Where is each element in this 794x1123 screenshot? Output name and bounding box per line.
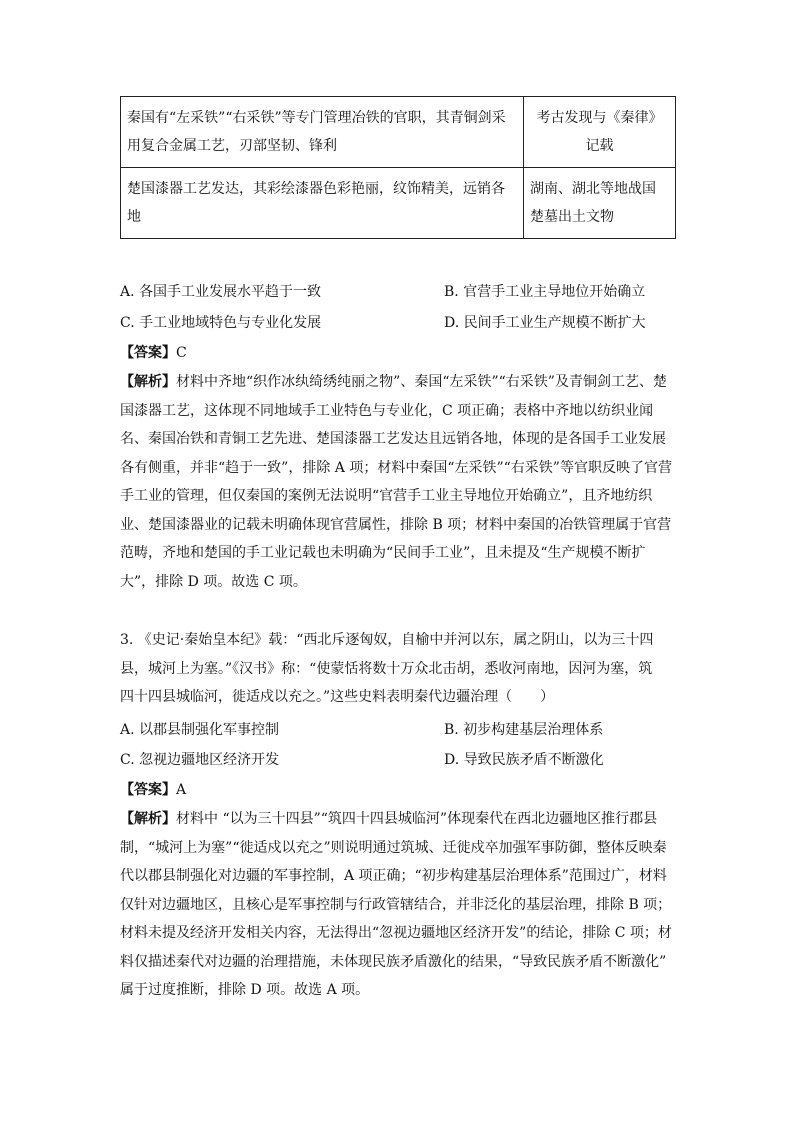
analysis-line: 料仅描述秦代对边疆的治理措施，未体现民族矛盾激化的结果，“导致民族矛盾不断激化”: [120, 953, 667, 970]
cell-line: 秦国有“左采铁”“右采铁”等专门管理冶铁的官职，其青铜剑采: [127, 110, 506, 126]
analysis-line: 各有侧重，并非“趋于一致”，排除 A 项；材料中秦国“左采铁”“右采铁”等官职反映了官营: [120, 459, 672, 476]
q2-option-c: C. 手工业地域特色与专业化发展: [120, 315, 322, 331]
analysis-line: 名、秦国冶铁和青铜工艺先进、楚国漆器工艺发达且远销各地，体现的是各国手工业发展: [120, 431, 666, 447]
analysis-line: 材料未提及经济开发相关内容，无法得出“忽视边疆地区经济开发”的结论，排除 C 项；材: [120, 925, 672, 941]
q2-answer: [120, 343, 187, 363]
cell-line: 记载: [585, 138, 614, 154]
cell-line: 考古发现与《秦律》: [536, 110, 663, 126]
cell-line: 楚墓出土文物: [530, 209, 614, 225]
analysis-line: 代以郡县制强化对边疆的军事控制，A 项正确；“初步构建基层治理体系”范围过广，材料: [120, 868, 667, 884]
q2-analysis: [120, 368, 676, 596]
answer-label: 【答案】: [120, 782, 176, 798]
table-row: [121, 97, 676, 168]
analysis-line: 国漆器工艺，这体现不同地域手工业特色与专业化，C 项正确；表格中齐地以纺织业闻: [120, 402, 654, 419]
source-table: [120, 96, 676, 239]
q2-option-d: D. 民间手工业生产规模不断扩大: [444, 315, 646, 331]
cell-line: 楚国漆器工艺发达，其彩绘漆器色彩艳丽，纹饰精美，远销各: [127, 181, 505, 197]
analysis-text: 材料中齐地“织作冰纨绮绣纯丽之物”、秦国“左采铁”“右采铁”及青铜剑工艺、楚: [176, 374, 667, 390]
table-row: [121, 168, 676, 239]
analysis-line: 制，“城河上为塞”“徙适戍以充之”则说明通过筑城、迁徙戍卒加强军事防御，整体反映秦: [120, 839, 667, 856]
analysis-line: 手工业的管理，但仅秦国的案例无法说明“官营手工业主导地位开始确立”，且齐地纺织: [120, 488, 653, 504]
answer-value: A: [176, 782, 187, 798]
cell-line: 湖南、湖北等地战国: [530, 181, 656, 197]
analysis-line: [120, 805, 676, 834]
analysis-line: 属于过度推断，排除 D 项。故选 A 项。: [120, 982, 370, 998]
q2-option-b: B. 官营手工业主导地位开始确立: [444, 284, 646, 300]
table-cell: [524, 168, 676, 239]
analysis-line: [120, 368, 676, 397]
analysis-label: 【解析】: [120, 811, 176, 827]
answer-label: 【答案】: [120, 345, 176, 361]
table-cell: [121, 168, 524, 239]
q3-analysis: [120, 805, 676, 1005]
stem-line: 3. 《史记·秦始皇本纪》载：“西北斥逐匈奴，自榆中并河以东，属之阴山，以为三十四: [120, 632, 654, 648]
answer-value: C: [176, 345, 187, 361]
analysis-line: 仅针对边疆地区，且核心是军事控制与行政管辖结合，并非泛化的基层治理，排除 B 项；: [120, 896, 672, 913]
table-cell: [524, 97, 676, 168]
q3-option-b: B. 初步构建基层治理体系: [444, 722, 604, 738]
q3-option-c: C. 忽视边疆地区经济开发: [120, 752, 280, 768]
q3-stem: [120, 626, 676, 712]
cell-line: 用复合金属工艺，刃部坚韧、锋利: [127, 138, 337, 154]
analysis-text: 材料中 “以为三十四县”“筑四十四县城临河”体现秦代在西北边疆地区推行郡县: [176, 811, 658, 827]
q2-option-a: A. 各国手工业发展水平趋于一致: [120, 284, 322, 300]
q3-answer: [120, 780, 186, 800]
q3-option-a: A. 以郡县制强化军事控制: [120, 722, 280, 738]
analysis-label: 【解析】: [120, 374, 176, 390]
q3-option-d: D. 导致民族矛盾不断激化: [444, 752, 604, 768]
analysis-line: 业、楚国漆器业的记载未明确体现官营属性，排除 B 项；材料中秦国的冶铁管理属于官营: [120, 516, 672, 533]
table-cell: [121, 97, 524, 168]
cell-line: 地: [127, 209, 141, 225]
stem-line: 县，城河上为塞。”《汉书》称：“使蒙恬将数十万众北击胡，悉收河南地，因河为塞，筑: [120, 660, 653, 677]
analysis-line: 范畴，齐地和楚国的手工业记载也未明确为“民间手工业”，且未提及“生产规模不断扩: [120, 545, 646, 561]
stem-line: 四十四县城临河，徙适戍以充之。”这些史料表明秦代边疆治理（ ）: [120, 689, 555, 705]
analysis-line: 大”，排除 D 项。故选 C 项。: [120, 573, 307, 590]
